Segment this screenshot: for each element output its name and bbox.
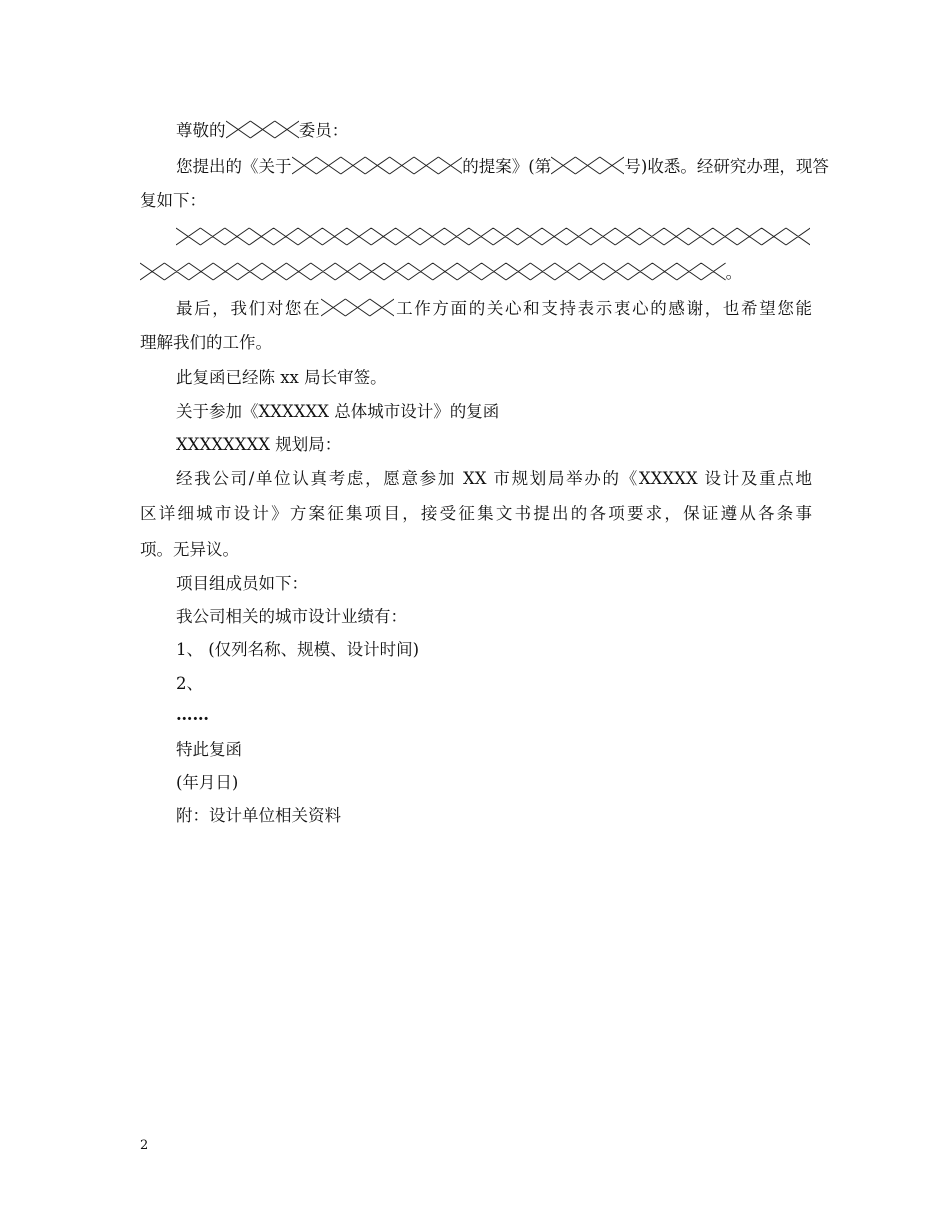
letter-2-recipient: XXXXXXXX 规划局： xyxy=(176,435,342,454)
paragraph-3-line-1: 最后，我们对您在 工作方面的关心和支持表示衷心的感谢，也希望您能 xyxy=(176,299,813,318)
signoff-note: 此复函已经陈 xx 局长审签。 xyxy=(176,368,387,387)
project-members: 项目组成员如下： xyxy=(176,574,308,593)
redaction-mark xyxy=(292,156,463,175)
letter-2-body-line-3: 项。无异议。 xyxy=(140,540,239,559)
paragraph-1-line-1: 您提出的《关于 的提案》(第 号)收悉。经研究办理，现答 xyxy=(176,157,829,176)
redaction-mark xyxy=(551,156,624,175)
redacted-reply-line-2: 。 xyxy=(140,262,812,283)
list-item: 2、 xyxy=(176,674,203,693)
paragraph-1-line-2: 复如下： xyxy=(140,191,206,210)
design-achievements: 我公司相关的城市设计业绩有： xyxy=(176,607,407,626)
paragraph-3-line-2: 理解我们的工作。 xyxy=(140,333,272,352)
redaction-mark xyxy=(226,120,299,139)
letter-2-title: 关于参加《XXXXXX 总体城市设计》的复函 xyxy=(176,402,500,421)
list-item: 1、 (仅列名称、规模、设计时间) xyxy=(176,640,420,659)
letter-2-body-line-2: 区详细城市设计》方案征集项目，接受征集文书提出的各项要求，保证遵从各条事 xyxy=(140,504,812,523)
attachment-note: 附：设计单位相关资料 xyxy=(176,806,341,825)
letter-2-body-line-1: 经我公司/单位认真考虑，愿意参加 XX 市规划局举办的《XXXXX 设计及重点地 xyxy=(176,469,812,488)
page-number: 2 xyxy=(140,1138,149,1153)
redacted-reply-line-1 xyxy=(176,227,812,248)
date-line: (年月日) xyxy=(176,773,239,792)
ellipsis: …… xyxy=(176,705,209,724)
closing: 特此复函 xyxy=(176,740,242,759)
redaction-mark xyxy=(140,262,726,281)
redaction-mark xyxy=(176,227,810,246)
salutation: 尊敬的 委员： xyxy=(176,121,349,140)
redaction-mark xyxy=(321,298,394,317)
